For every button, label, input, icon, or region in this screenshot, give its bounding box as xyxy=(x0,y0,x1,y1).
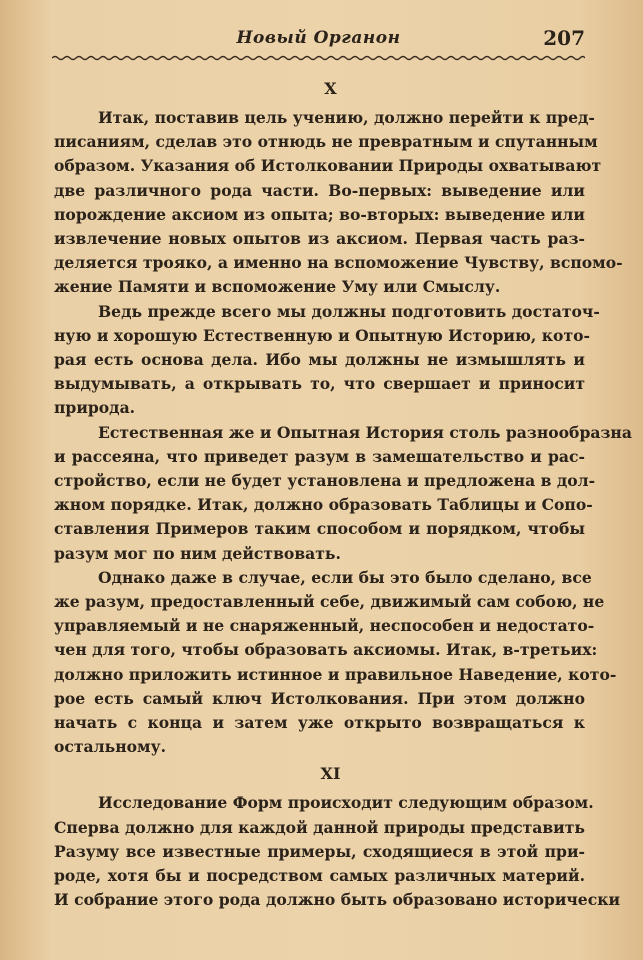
text-line: Однако даже в случае, если бы это было сделано, все xyxy=(98,567,592,587)
running-title: Новый Органон xyxy=(236,28,401,48)
section-heading-xi: XI xyxy=(320,764,341,784)
text-line: извлечение новых опытов из аксиом. Первая часть раз- xyxy=(54,229,585,249)
text-line: выдумывать, а открывать то, что свершает и приносит xyxy=(54,374,585,394)
text-line: и рассеяна, что приведет разум в замешательство и рас- xyxy=(54,446,585,466)
text-line: жение Памяти и вспоможение Уму или Смыслу. xyxy=(54,277,501,297)
text-line: же разум, предоставленный себе, движимый сам собою, не xyxy=(54,592,605,612)
text-line: управляемый и не снаряженный, неспособен и недостато- xyxy=(54,616,595,636)
paragraph xyxy=(54,106,623,300)
header-rule xyxy=(52,55,585,61)
text-line: ную и хорошую Естественную и Опытную Историю, кото- xyxy=(54,325,590,345)
text-line: чен для того, чтобы образовать аксиомы. Итак, в-третьих: xyxy=(54,640,598,660)
text-line: должно приложить истинное и правильное Наведение, кото- xyxy=(54,664,617,684)
text-line: рое есть самый ключ Истолкования. При этом должно xyxy=(54,688,585,708)
paragraph xyxy=(54,421,632,566)
text-line: Ведь прежде всего мы должны подготовить достаточ- xyxy=(98,301,600,321)
text-line: Итак, поставив цель учению, должно перейти к пред- xyxy=(98,108,595,127)
text-line: стройство, если не будет установлена и предложена в дол- xyxy=(54,471,596,491)
text-line: Исследование Форм происходит следующим образом. xyxy=(98,793,594,813)
text-line: Естественная же и Опытная История столь разнообразна xyxy=(98,422,632,442)
text-line: остальному. xyxy=(54,737,167,757)
section-heading-x: X xyxy=(324,79,337,98)
page-number: 207 xyxy=(543,26,585,50)
text-line: жном порядке. Итак, должно образовать Таблицы и Сопо- xyxy=(54,495,593,515)
text-line: порождение аксиом из опыта; во-вторых: выведение или xyxy=(54,204,585,224)
text-line: разум мог по ним действовать. xyxy=(54,543,341,563)
text-line: Сперва должно для каждой данной природы представить xyxy=(54,817,585,837)
text-line: писаниям, сделав это отнюдь не превратным и спутанным xyxy=(54,132,598,152)
paragraph xyxy=(54,566,617,760)
text-line: образом. Указания об Истолковании Природы охватывают xyxy=(54,156,602,176)
text-line: две различного рода части. Во-первых: выведение или xyxy=(54,180,585,200)
paragraph xyxy=(54,300,600,421)
text-line: роде, хотя бы и посредством самых различных материй. xyxy=(54,866,585,886)
paragraph xyxy=(54,791,621,912)
text-line: рая есть основа дела. Ибо мы должны не измышлять и xyxy=(54,350,585,370)
body-text xyxy=(54,78,632,913)
text-line: Разуму все известные примеры, сходящиеся в этой при- xyxy=(54,841,585,861)
page-header xyxy=(52,28,585,54)
text-line: ставления Примеров таким способом и порядком, чтобы xyxy=(54,519,585,539)
text-line: И собрание этого рода должно быть образовано исторически xyxy=(54,890,621,910)
text-line: природа. xyxy=(54,398,136,418)
text-line: деляется трояко, а именно на вспоможение Чувству, вспомо- xyxy=(54,253,623,273)
text-line: начать с конца и затем уже открыто возвращаться к xyxy=(54,713,585,733)
